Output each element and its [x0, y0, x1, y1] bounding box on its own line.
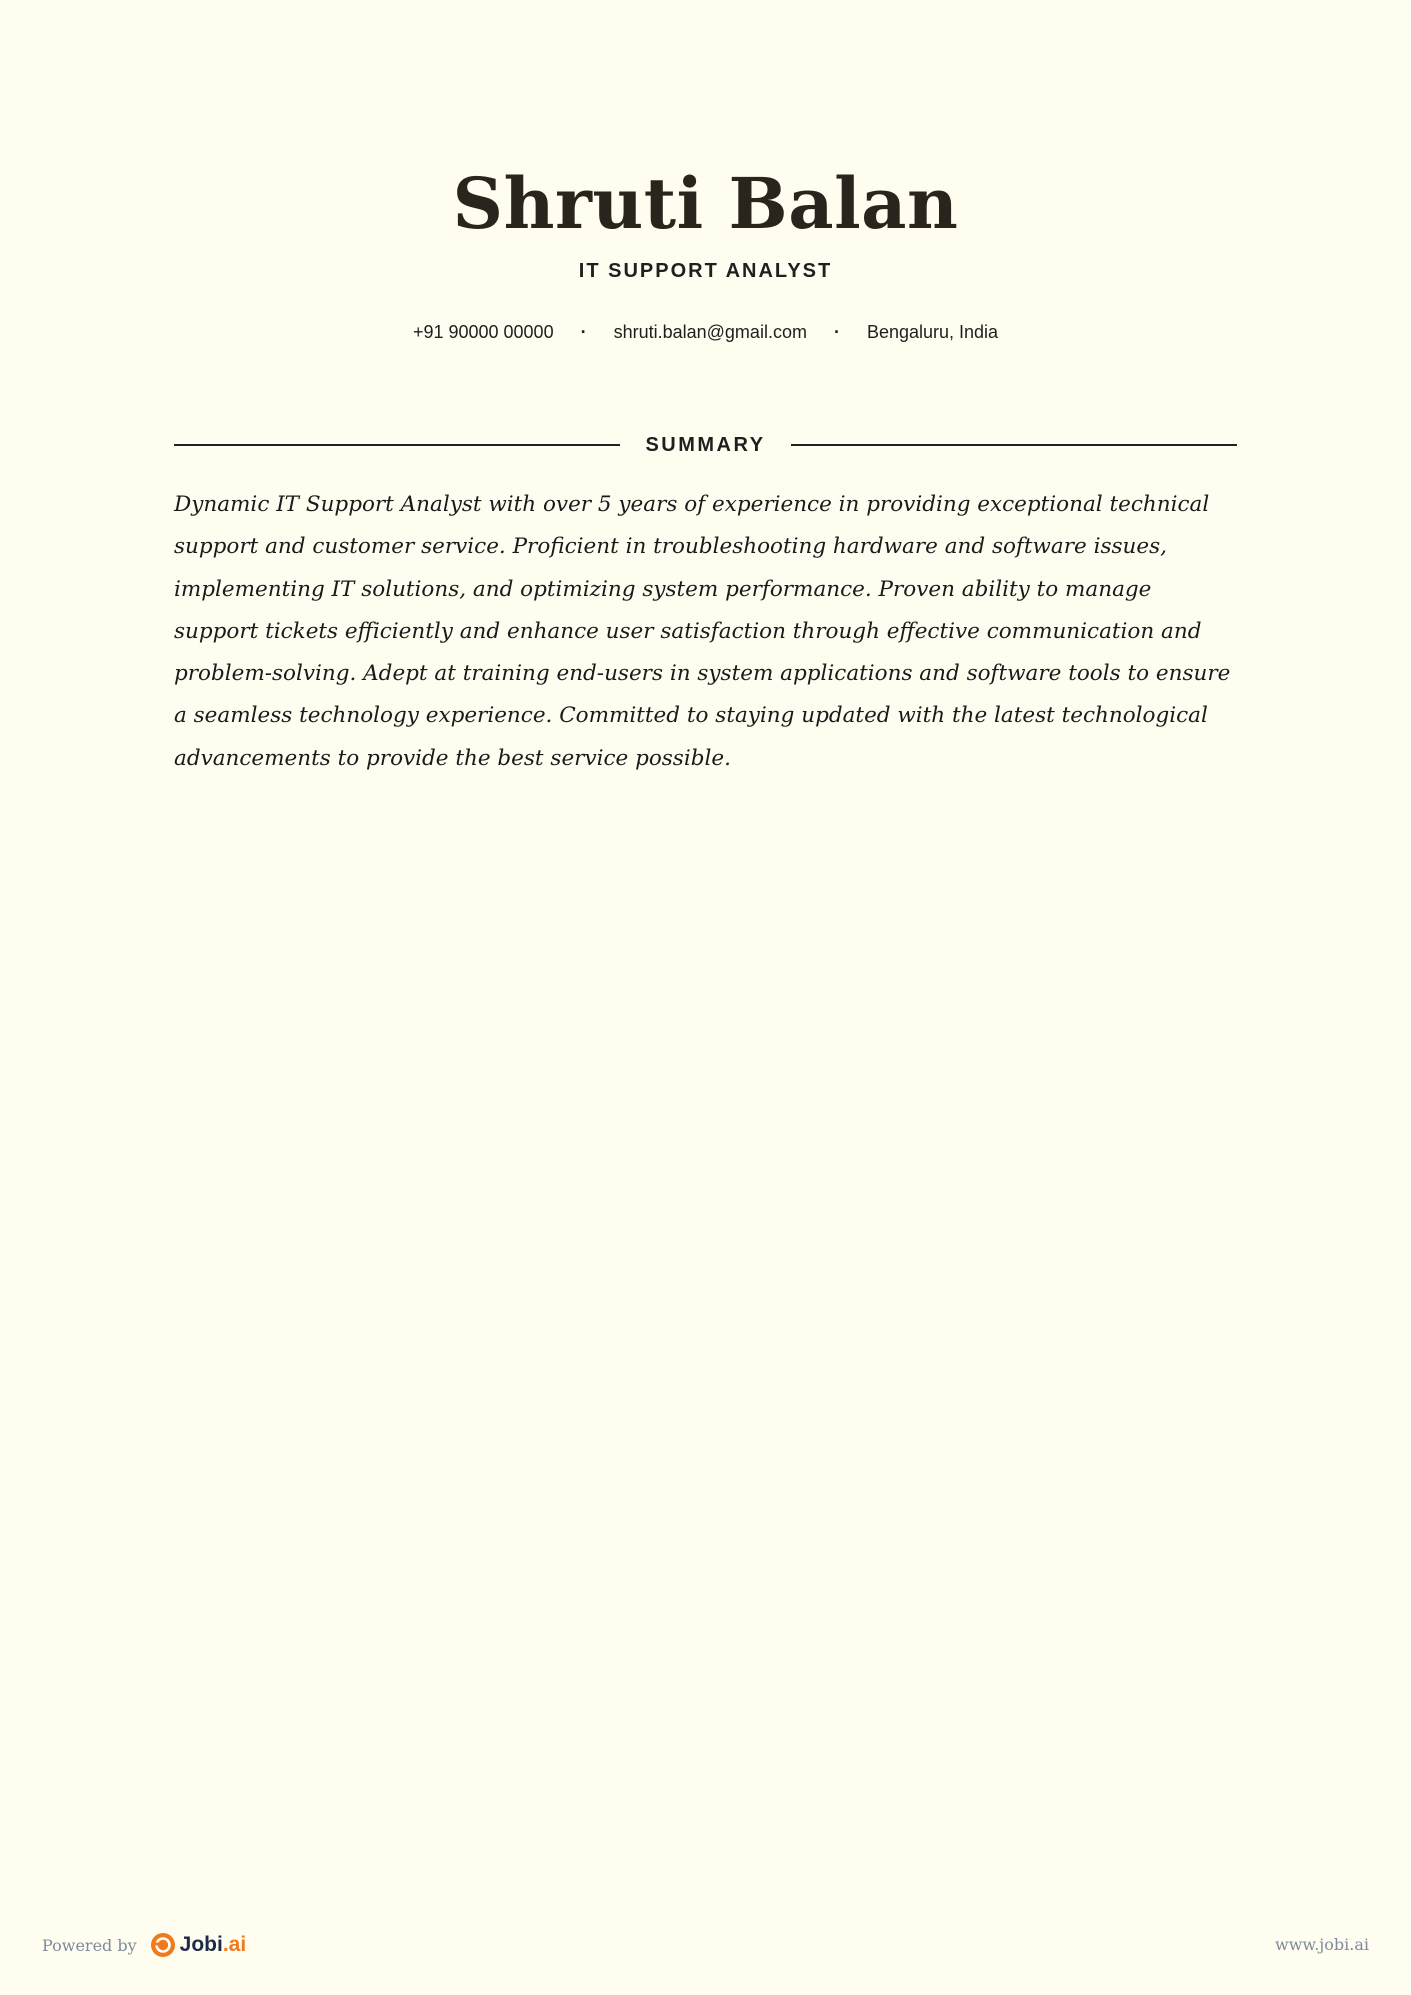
contact-separator: ·: [833, 322, 840, 342]
contact-location: Bengaluru, India: [866, 322, 999, 342]
contact-email: shruti.balan@gmail.com: [613, 322, 807, 342]
powered-by-label: Powered by: [42, 1935, 137, 1955]
brand-name: Jobi: [179, 1933, 223, 1956]
jobi-logo-icon: [151, 1933, 175, 1957]
heading-rule-right: [791, 444, 1237, 446]
contact-separator: ·: [580, 322, 587, 342]
contact-phone: +91 90000 00000: [412, 322, 554, 342]
powered-by-footer: [42, 1930, 246, 1960]
summary-heading-label: SUMMARY: [645, 434, 766, 456]
summary-text: Dynamic IT Support Analyst with over 5 years of experience in providing exceptional technical support and customer service. Proficient in troubleshooting hardware and software issues, implementing IT solutions, and optimizing system performance. Proven ability to manage support tickets efficiently and enhance user satisfaction through effective communication and problem-solving. Adept at training end-users in system applications and software tools to ensure a seamless technology experience. Committed to staying updated with the latest technological advancements to provide the best service possible.: [174, 492, 1231, 771]
brand-tld: .ai: [222, 1933, 247, 1956]
resume-header: [0, 160, 1411, 344]
candidate-name: Shruti Balan: [452, 162, 959, 245]
summary-heading: [174, 430, 1237, 460]
contact-info: [0, 320, 1411, 344]
website-link[interactable]: www.jobi.ai: [1275, 1935, 1369, 1954]
job-title: IT SUPPORT ANALYST: [578, 260, 833, 282]
heading-rule-left: [174, 444, 620, 446]
